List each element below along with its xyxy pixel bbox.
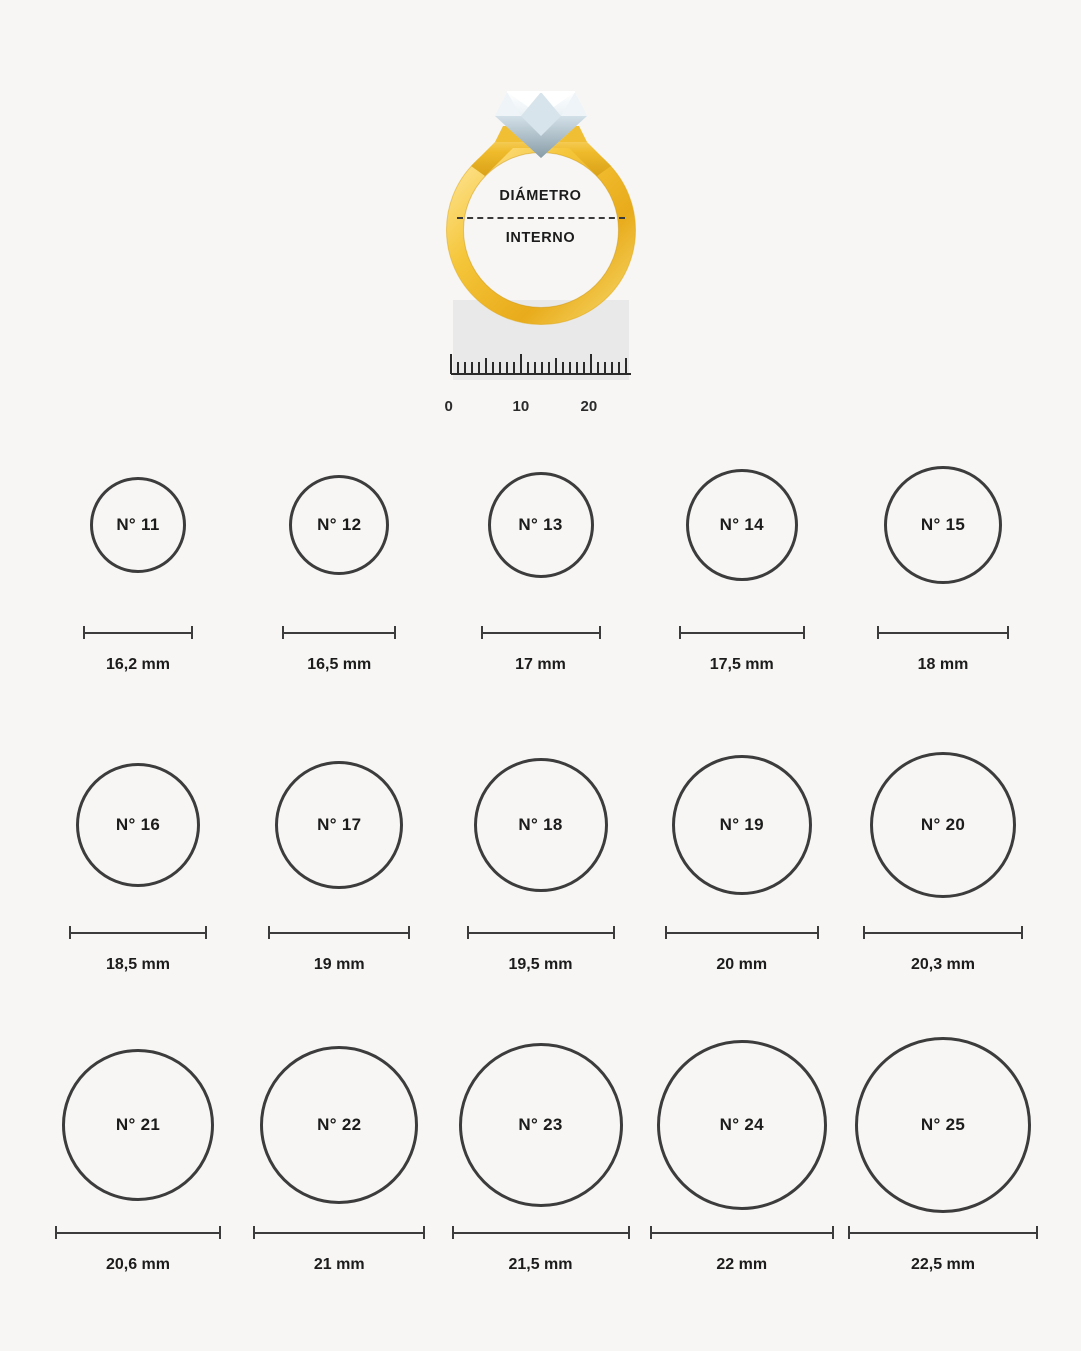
size-label: N° 12 xyxy=(317,515,362,534)
measure-cap-left xyxy=(83,626,85,639)
size-circle xyxy=(76,763,200,887)
size-label: N° 19 xyxy=(719,815,764,834)
measure-cap-right xyxy=(1036,1226,1038,1239)
measure-cap-left xyxy=(848,1226,850,1239)
measure-line xyxy=(481,632,601,634)
measure-line xyxy=(863,932,1023,934)
measure-cap-left xyxy=(650,1226,652,1239)
size-mm: 17 mm xyxy=(515,656,566,673)
size-mm: 21,5 mm xyxy=(508,1256,573,1273)
size-label: N° 11 xyxy=(116,515,160,534)
size-circle-area xyxy=(443,1030,639,1220)
size-circle-area xyxy=(241,730,437,920)
measure-line xyxy=(69,932,207,934)
size-label: N° 16 xyxy=(115,815,161,834)
size-mm: 19,5 mm xyxy=(508,956,573,973)
measure-bar xyxy=(481,626,601,640)
size-label: N° 13 xyxy=(518,515,563,534)
measure-cap-right xyxy=(423,1226,425,1239)
measure-line xyxy=(452,1232,630,1234)
measure-bar xyxy=(650,1226,834,1240)
measure-bar xyxy=(863,926,1023,940)
measure-bar xyxy=(69,926,207,940)
size-circle xyxy=(90,477,186,573)
measure-cap-right xyxy=(408,926,410,939)
size-mm: 17,5 mm xyxy=(709,656,774,673)
size-mm: 20 mm xyxy=(716,956,768,973)
measure-cap-right xyxy=(219,1226,221,1239)
measure-bar xyxy=(452,1226,630,1240)
measure-cap-left xyxy=(452,1226,454,1239)
measure-line xyxy=(268,932,410,934)
measure-bar xyxy=(877,626,1009,640)
inner-diameter-label-top: DIÁMETRO xyxy=(499,188,582,204)
size-circle xyxy=(488,472,594,578)
size-mm: 16,2 mm xyxy=(105,656,171,673)
ruler-tick-0: 0 xyxy=(444,398,453,415)
measure-line xyxy=(679,632,805,634)
measure-cap-left xyxy=(665,926,667,939)
ring-graphic xyxy=(411,30,671,415)
measure-cap-left xyxy=(253,1226,255,1239)
size-circle-area xyxy=(443,730,639,920)
size-cell[interactable] xyxy=(845,430,1041,674)
size-cell[interactable] xyxy=(443,730,639,974)
size-circle xyxy=(62,1049,214,1201)
measure-cap-right xyxy=(1021,926,1023,939)
ruler-tick-labels xyxy=(441,398,641,418)
measure-cap-right xyxy=(803,626,805,639)
size-cell[interactable] xyxy=(40,1030,236,1274)
measure-cap-right xyxy=(832,1226,834,1239)
measure-cap-left xyxy=(679,626,681,639)
size-circle xyxy=(672,755,812,895)
size-circle xyxy=(260,1046,418,1204)
size-circle xyxy=(474,758,608,892)
size-label: N° 24 xyxy=(719,1115,764,1134)
measure-cap-left xyxy=(268,926,270,939)
measure-bar xyxy=(83,626,193,640)
measure-cap-left xyxy=(481,626,483,639)
size-circle xyxy=(657,1040,827,1210)
measure-bar xyxy=(253,1226,425,1240)
size-mm: 22 mm xyxy=(716,1256,768,1273)
measure-bar xyxy=(282,626,396,640)
size-label: N° 18 xyxy=(518,815,563,834)
size-cell[interactable] xyxy=(40,430,236,674)
size-cell[interactable] xyxy=(644,730,840,974)
size-circle xyxy=(686,469,798,581)
measure-cap-right xyxy=(599,626,601,639)
size-circle-area xyxy=(845,430,1041,620)
ruler-svg xyxy=(441,340,641,400)
measure-line xyxy=(467,932,615,934)
size-cell[interactable] xyxy=(241,730,437,974)
size-mm: 21 mm xyxy=(313,1256,365,1273)
measure-line xyxy=(55,1232,221,1234)
measure-cap-left xyxy=(863,926,865,939)
size-circle xyxy=(884,466,1002,584)
size-circle-area xyxy=(40,730,236,920)
size-label: N° 22 xyxy=(317,1115,362,1134)
size-cell[interactable] xyxy=(443,1030,639,1274)
size-circle-area xyxy=(241,430,437,620)
size-circle-area xyxy=(845,1030,1041,1220)
measure-bar xyxy=(467,926,615,940)
size-mm: 20,3 mm xyxy=(910,956,976,973)
inner-diameter-dashed-line xyxy=(457,217,625,219)
size-circle xyxy=(459,1043,623,1207)
ring-measurement-illustration xyxy=(0,0,1081,420)
size-row-3 xyxy=(40,1030,1041,1330)
measure-bar xyxy=(268,926,410,940)
size-cell[interactable] xyxy=(845,730,1041,974)
measure-line xyxy=(877,632,1009,634)
size-circle xyxy=(855,1037,1031,1213)
measure-line xyxy=(665,932,819,934)
size-circle xyxy=(870,752,1016,898)
measure-cap-left xyxy=(55,1226,57,1239)
size-label: N° 21 xyxy=(115,1115,161,1134)
measure-line xyxy=(83,632,193,634)
size-circle-area xyxy=(644,1030,840,1220)
size-cell[interactable] xyxy=(845,1030,1041,1274)
measure-cap-left xyxy=(467,926,469,939)
ruler-tick-20: 20 xyxy=(580,398,598,415)
measure-cap-right xyxy=(394,626,396,639)
size-mm: 18 mm xyxy=(917,656,969,673)
size-mm: 20,6 mm xyxy=(105,1256,171,1273)
size-label: N° 23 xyxy=(518,1115,563,1134)
measure-bar xyxy=(848,1226,1038,1240)
size-circle-area xyxy=(241,1030,437,1220)
size-circle-area xyxy=(40,1030,236,1220)
size-cell[interactable] xyxy=(40,730,236,974)
size-circle xyxy=(289,475,389,575)
size-circle-area xyxy=(644,730,840,920)
size-label: N° 15 xyxy=(920,515,966,534)
measure-cap-left xyxy=(69,926,71,939)
measure-cap-right xyxy=(191,626,193,639)
size-mm: 19 mm xyxy=(313,956,365,973)
size-cell[interactable] xyxy=(644,430,840,674)
size-cell[interactable] xyxy=(241,430,437,674)
size-mm: 18,5 mm xyxy=(105,956,171,973)
measure-line xyxy=(253,1232,425,1234)
size-cell[interactable] xyxy=(443,430,639,674)
measure-cap-right xyxy=(628,1226,630,1239)
measure-line xyxy=(282,632,396,634)
size-cell[interactable] xyxy=(241,1030,437,1274)
measure-line xyxy=(650,1232,834,1234)
measure-cap-right xyxy=(817,926,819,939)
measure-line xyxy=(848,1232,1038,1234)
size-circle xyxy=(275,761,403,889)
size-label: N° 25 xyxy=(920,1115,966,1134)
size-label: N° 20 xyxy=(920,815,966,834)
size-mm: 22,5 mm xyxy=(910,1256,976,1273)
measure-bar xyxy=(679,626,805,640)
measure-cap-right xyxy=(205,926,207,939)
measure-cap-right xyxy=(613,926,615,939)
size-circle-area xyxy=(40,430,236,620)
size-mm: 16,5 mm xyxy=(307,656,372,673)
size-circle-area xyxy=(845,730,1041,920)
size-circle-area xyxy=(644,430,840,620)
measure-bar xyxy=(55,1226,221,1240)
measure-cap-right xyxy=(1007,626,1009,639)
measure-cap-left xyxy=(282,626,284,639)
ring-size-grid xyxy=(0,430,1081,1330)
size-row-2 xyxy=(40,730,1041,1030)
size-row-1 xyxy=(40,430,1041,730)
ruler-tick-10: 10 xyxy=(512,398,530,415)
size-label: N° 17 xyxy=(317,815,362,834)
measure-bar xyxy=(665,926,819,940)
measure-cap-left xyxy=(877,626,879,639)
size-circle-area xyxy=(443,430,639,620)
size-cell[interactable] xyxy=(644,1030,840,1274)
inner-diameter-label-bottom: INTERNO xyxy=(505,230,576,246)
size-label: N° 14 xyxy=(719,515,764,534)
